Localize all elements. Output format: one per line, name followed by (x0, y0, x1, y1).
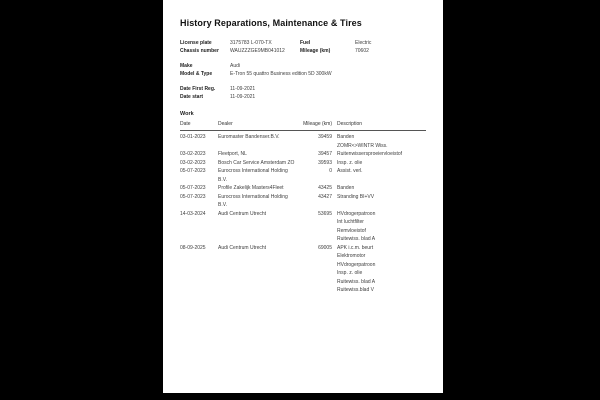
vehicle-info-dates (180, 85, 426, 101)
cell-mileage: 53695 (318, 210, 332, 217)
table-row (180, 244, 426, 295)
table-row (180, 184, 426, 193)
date-first-reg-value: 11-09-2021 (230, 86, 256, 92)
cell-dealer: Eurocross International Holding B.V. (218, 168, 288, 183)
cell-date: 03-02-2023 (180, 151, 206, 157)
description-line: Remvloeistof (337, 227, 366, 234)
cell-date: 05-07-2023 (180, 168, 206, 174)
description-line: Int luchtfilter (337, 219, 364, 225)
mileage-value: 70602 (355, 48, 369, 54)
make-value: Audi (230, 63, 241, 69)
work-section-title: Work (180, 111, 194, 117)
description-line: Assist. verl. (337, 168, 363, 174)
work-table-header (180, 121, 426, 131)
table-row (180, 150, 426, 159)
cell-dealer: Profile Zakelijk Masters4Fleet (218, 185, 284, 191)
date-start-label: Date start (180, 94, 204, 100)
cell-mileage: 43425 (318, 185, 332, 191)
cell-date: 08-09-2025 (180, 244, 206, 251)
cell-description (332, 167, 426, 184)
description-line: Ruitewiss. blad A (337, 278, 376, 285)
description-line: Ruitenwissersproeiervloeistof (337, 151, 403, 157)
description-line: Banden (337, 134, 355, 140)
description-line: Ruitewiss.blad V (337, 287, 374, 293)
table-row (180, 159, 426, 168)
cell-description (332, 184, 426, 193)
cell-mileage: 39459 (318, 134, 332, 140)
column-header-mileage: Mileage (km) (303, 121, 332, 127)
cell-dealer: Eurocross International Holding B.V. (218, 193, 288, 208)
cell-date: 14-03-2024 (180, 210, 206, 217)
cell-mileage: 43427 (318, 193, 332, 200)
cell-mileage: 69005 (318, 244, 332, 251)
description-line: Insp. z. olie (337, 159, 363, 166)
cell-mileage: 39593 (318, 159, 332, 166)
table-row (180, 193, 426, 210)
page-title: History Reparations, Maintenance & Tires (180, 18, 362, 28)
description-line: HVdrogerpatroon (337, 210, 376, 217)
cell-mileage: 0 (329, 168, 332, 174)
work-table (180, 121, 426, 295)
cell-description (332, 133, 426, 150)
cell-mileage: 39457 (318, 151, 332, 157)
cell-dealer: Audi Centrum Utrecht (218, 210, 267, 217)
description-line: Ruitewiss. blad A (337, 236, 376, 242)
description-line: HVdrogerpatroon (337, 261, 376, 268)
chassis-number-label: Chassis number (180, 48, 219, 54)
description-line: Stranding BI+VV (337, 193, 375, 200)
table-row (180, 133, 426, 150)
description-line: APK i.c.m. beurt (337, 244, 374, 251)
column-header-dealer: Dealer (218, 121, 233, 127)
description-line: Insp. z. olie (337, 270, 363, 276)
work-table-body (180, 133, 426, 295)
fuel-label: Fuel (300, 40, 311, 46)
date-start-value: 11-09-2021 (230, 94, 256, 100)
cell-description (332, 150, 426, 159)
mileage-label: Mileage (km) (300, 48, 331, 54)
cell-dealer: Audi Centrum Utrecht (218, 244, 267, 251)
vehicle-info-primary (180, 39, 426, 55)
date-first-reg-label: Date First Reg. (180, 86, 216, 92)
report-page (163, 0, 443, 393)
model-type-value: E-Tron 55 quattro Business edition 5D 300kW (230, 71, 332, 77)
cell-dealer: Fleetport, NL (218, 151, 247, 157)
cell-dealer: Bosch Car Service Amsterdam ZO (218, 159, 295, 166)
column-header-date: Date (180, 121, 191, 127)
table-row (180, 167, 426, 184)
column-header-description: Description (337, 121, 363, 127)
chassis-number-value: WAUZZZGE9MB041012 (230, 48, 285, 54)
fuel-value: Electric (355, 40, 372, 46)
cell-description (332, 210, 426, 244)
description-line: Banden (337, 185, 355, 191)
cell-date: 05-07-2023 (180, 193, 206, 200)
vehicle-info-make-model (180, 62, 426, 78)
cell-dealer: Euromaster Bandenser.B.V. (218, 134, 280, 140)
cell-description (332, 159, 426, 168)
cell-description (332, 244, 426, 295)
model-type-label: Model & Type (180, 71, 213, 77)
cell-description (332, 193, 426, 210)
make-label: Make (180, 63, 193, 69)
license-plate-label: License plate (180, 40, 212, 46)
description-line: Elektromotor (337, 253, 366, 259)
table-row (180, 210, 426, 244)
cell-date: 05-07-2023 (180, 185, 206, 191)
cell-date: 03-02-2023 (180, 159, 206, 166)
cell-date: 03-01-2023 (180, 134, 206, 140)
license-plate-value: 3175783 L-070-TX (230, 40, 272, 46)
description-line: ZOMR<>WINTR Wiss. (337, 142, 388, 149)
